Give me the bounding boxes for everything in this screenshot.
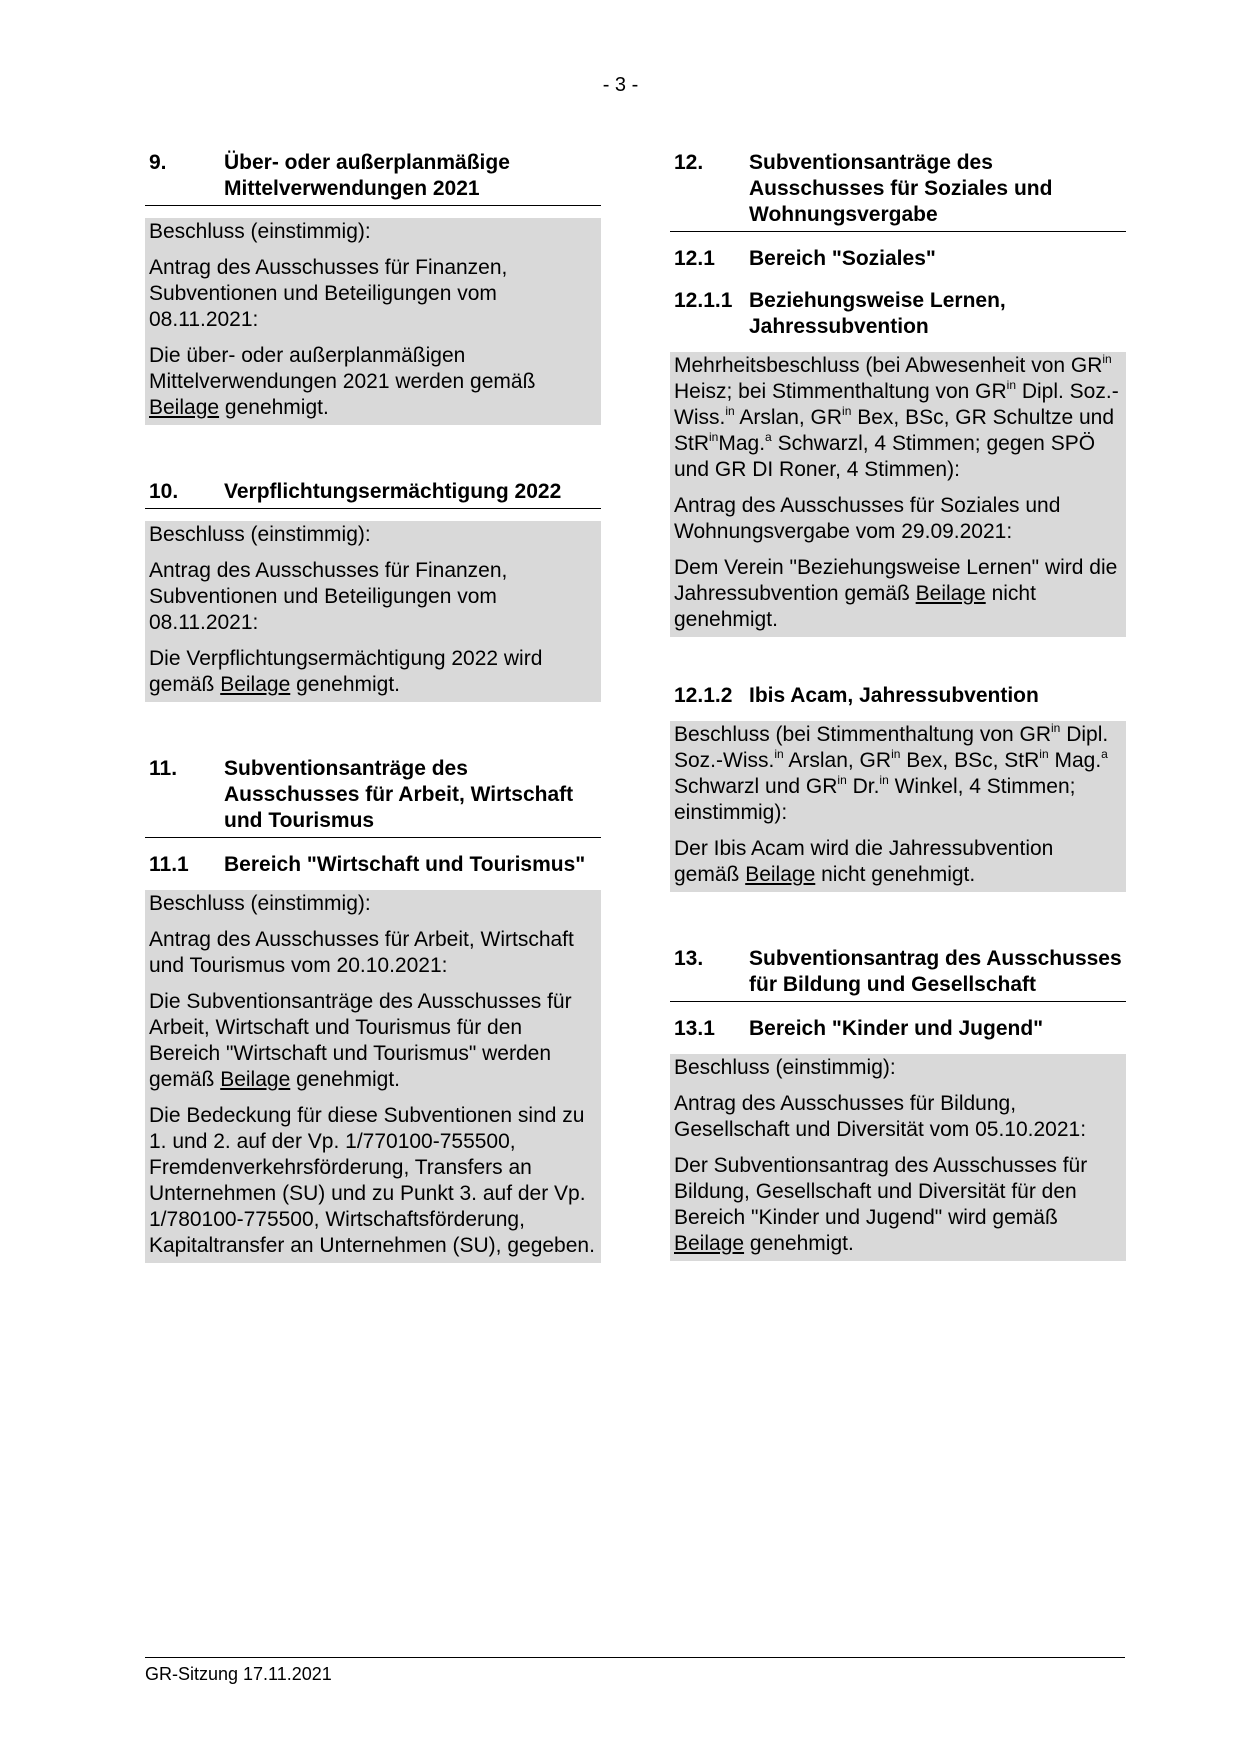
resolution-text: Dem Verein "Beziehungsweise Lernen" wird die Jahressubvention gemäß Beilage nicht genehmigt. — [674, 556, 1118, 631]
resolution-label: Beschluss (bei Stimmenthaltung von $GR^{in}$ Dipl. Soz.-Wiss.$^{in}$ Arslan, $GR^{in}$ Bex, BSc, StR$^{in}$ Mag.$^a$ Schwarzl und $GR^{in}$ Dr.$^{in}$ Winkel, 4 Stimmen; einstimmig): — [674, 721, 1109, 824]
subsection-number: 12.1 — [674, 247, 715, 270]
resolution-box — [145, 521, 601, 702]
beilage-link[interactable]: Beilage — [220, 673, 291, 696]
subsection-heading — [145, 852, 601, 880]
subsection-heading — [670, 246, 1126, 274]
resolution-label: Beschluss (einstimmig): — [149, 523, 371, 546]
beilage-link[interactable]: Beilage — [915, 582, 986, 605]
section-heading — [670, 946, 1126, 1002]
section-12 — [670, 150, 1126, 892]
section-title: Subventionsantrag des Ausschusses für Bildung und Gesellschaft — [749, 947, 1122, 996]
subsubsection-heading — [670, 288, 1126, 342]
beilage-link[interactable]: Beilage — [149, 396, 220, 419]
resolution-label: Mehrheitsbeschluss (bei Abwesenheit von $GR^{in}$ Heisz; bei Stimmenthaltung von $GR^{in}$ Dipl. Soz.-Wiss.$^{in}$ Arslan, $GR^{in}$ Bex, BSc, GR Schultze und StR$^{in}$Mag.$^a$ Schwarzl, 4 Stimmen; gegen SPÖ und GR DI Roner, 4 Stimmen): — [674, 352, 1119, 481]
subsubsection-heading — [670, 683, 1126, 711]
subsection-heading — [670, 1016, 1126, 1044]
section-heading — [145, 150, 601, 206]
section-number: 11. — [149, 757, 178, 780]
motion-text: Antrag des Ausschusses für Arbeit, Wirtschaft und Tourismus vom 20.10.2021: — [149, 928, 574, 977]
page-footer: GR-Sitzung 17.11.2021 — [145, 1657, 1125, 1685]
resolution-box — [670, 721, 1126, 892]
resolution-text: Der Subventionsantrag des Ausschusses für Bildung, Gesellschaft und Diversität für den Bereich "Kinder und Jugend" wird gemäß Beilage genehmigt. — [674, 1154, 1088, 1255]
section-heading — [145, 479, 601, 509]
subsection-title: Bereich "Soziales" — [749, 247, 936, 270]
resolution-text: Die Verpflichtungsermächtigung 2022 wird gemäß Beilage genehmigt. — [149, 647, 543, 696]
resolution-text: Der Ibis Acam wird die Jahressubvention gemäß Beilage nicht genehmigt. — [674, 837, 1054, 886]
subsection-number: 13.1 — [674, 1017, 715, 1040]
subsubsection-number: 12.1.1 — [674, 289, 733, 312]
section-title: Subventionsanträge des Ausschusses für Arbeit, Wirtschaft und Tourismus — [224, 757, 574, 832]
section-heading — [670, 150, 1126, 232]
section-13 — [670, 946, 1126, 1261]
section-title: Subventionsanträge des Ausschusses für Soziales und Wohnungsvergabe — [749, 151, 1053, 226]
resolution-box — [670, 1054, 1126, 1261]
resolution-label: Beschluss (einstimmig): — [149, 892, 371, 915]
section-number: 12. — [674, 151, 704, 174]
motion-text: Antrag des Ausschusses für Bildung, Gesellschaft und Diversität vom 05.10.2021: — [674, 1092, 1087, 1141]
resolution-box — [145, 890, 601, 1263]
beilage-link[interactable]: Beilage — [745, 863, 816, 886]
left-column — [145, 150, 601, 1263]
resolution-label: Beschluss (einstimmig): — [674, 1056, 896, 1079]
subsubsection-title: Beziehungsweise Lernen, Jahressubvention — [749, 289, 1006, 338]
subsection-title: Bereich "Wirtschaft und Tourismus" — [224, 853, 586, 876]
subsection-title: Bereich "Kinder und Jugend" — [749, 1017, 1044, 1040]
funding-text: Die Bedeckung für diese Subventionen sind zu 1. und 2. auf der Vp. 1/770100-755500, Fremdenverkehrsförderung, Transfers an Unternehmen (SU) und zu Punkt 3. auf der Vp. 1/780100-775500, Wirtschaftsförderung, Kapitaltransfer an Unternehmen (SU), gegeben. — [149, 1104, 595, 1257]
section-number: 10. — [149, 480, 179, 503]
right-column — [670, 150, 1126, 1261]
subsection-number: 11.1 — [149, 853, 189, 876]
section-9 — [145, 150, 601, 425]
subsubsection-number: 12.1.2 — [674, 684, 733, 707]
section-number: 13. — [674, 947, 704, 970]
motion-text: Antrag des Ausschusses für Finanzen, Subventionen und Beteiligungen vom 08.11.2021: — [149, 256, 508, 331]
subsubsection-title: Ibis Acam, Jahressubvention — [749, 684, 1039, 707]
section-10 — [145, 479, 601, 702]
section-number: 9. — [149, 151, 167, 174]
section-11 — [145, 756, 601, 1263]
section-heading — [145, 756, 601, 838]
resolution-text: Die Subventionsanträge des Ausschusses für Arbeit, Wirtschaft und Tourismus für den Bereich "Wirtschaft und Tourismus" werden gemäß Beilage genehmigt. — [149, 990, 572, 1091]
motion-text: Antrag des Ausschusses für Soziales und Wohnungsvergabe vom 29.09.2021: — [674, 494, 1061, 543]
section-title: Über- oder außerplanmäßige Mittelverwendungen 2021 — [224, 151, 510, 200]
beilage-link[interactable]: Beilage — [674, 1232, 745, 1255]
beilage-link[interactable]: Beilage — [220, 1068, 291, 1091]
page-number: - 3 - — [602, 74, 639, 96]
section-title: Verpflichtungsermächtigung 2022 — [224, 480, 562, 503]
resolution-box — [670, 352, 1126, 637]
resolution-box — [145, 218, 601, 425]
motion-text: Antrag des Ausschusses für Finanzen, Subventionen und Beteiligungen vom 08.11.2021: — [149, 559, 508, 634]
resolution-label: Beschluss (einstimmig): — [149, 220, 371, 243]
resolution-text: Die über- oder außerplanmäßigen Mittelverwendungen 2021 werden gemäß Beilage genehmigt. — [149, 344, 536, 419]
